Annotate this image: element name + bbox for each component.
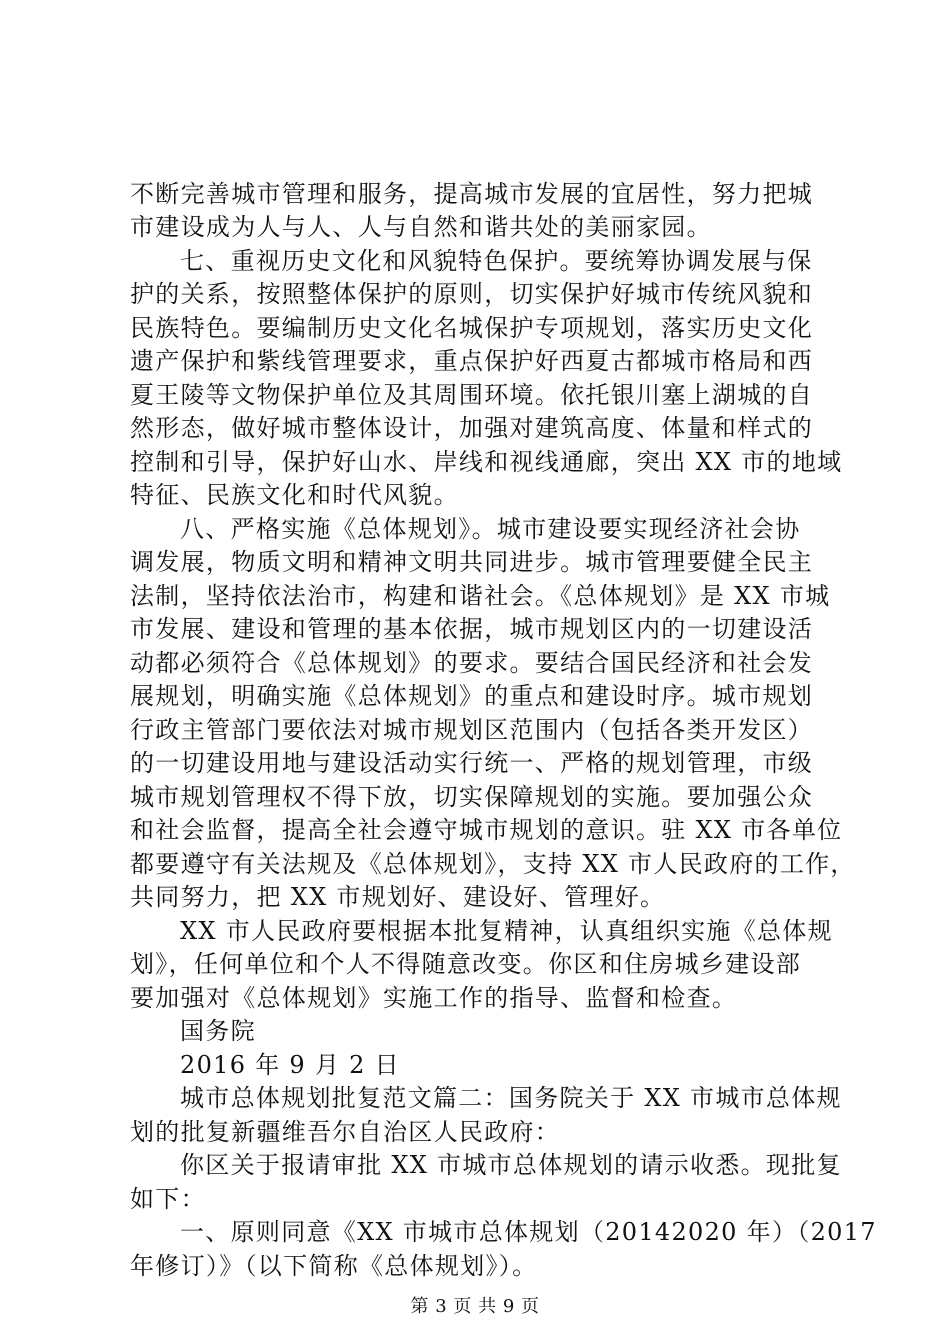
- text-line: 不断完善城市管理和服务，提高城市发展的宜居性，努力把城: [130, 180, 814, 208]
- text-line: 要加强对《总体规划》实施工作的指导、监督和检查。: [130, 984, 738, 1012]
- text-line: 的一切建设用地与建设活动实行统一、严格的规划管理，市级: [130, 749, 814, 777]
- text-line: 市建设成为人与人、人与自然和谐共处的美丽家园。: [130, 213, 712, 241]
- text-line: 夏王陵等文物保护单位及其周围环境。依托银川塞上湖城的自: [130, 381, 814, 409]
- text-line: 都要遵守有关法规及《总体规划》，支持 XX 市人民政府的工作，: [130, 850, 856, 878]
- text-line: 划》，任何单位和个人不得随意改变。你区和住房城乡建设部: [130, 950, 802, 978]
- text-line: 共同努力，把 XX 市规划好、建设好、管理好。: [130, 883, 666, 911]
- text-line: 护的关系，按照整体保护的原则，切实保护好城市传统风貌和: [130, 280, 814, 308]
- text-line: 城市规划管理权不得下放，切实保障规划的实施。要加强公众: [130, 783, 814, 811]
- signature-date: 2016 年 9 月 2 日: [180, 1051, 400, 1079]
- paragraph-start: 七、重视历史文化和风貌特色保护。要统筹协调发展与保: [180, 247, 813, 275]
- text-line: 民族特色。要编制历史文化名城保护专项规划，落实历史文化: [130, 314, 814, 342]
- paragraph-start: 城市总体规划批复范文篇二：国务院关于 XX 市城市总体规: [180, 1084, 842, 1112]
- text-line: 如下：: [130, 1185, 206, 1213]
- text-line: 划的批复新疆维吾尔自治区人民政府：: [130, 1118, 561, 1146]
- paragraph-start: 你区关于报请审批 XX 市城市总体规划的请示收悉。现批复: [180, 1151, 842, 1179]
- text-line: 法制，坚持依法治市，构建和谐社会。《总体规划》是 XX 市城: [130, 582, 831, 610]
- paragraph-start: 一、原则同意《XX 市城市总体规划（20142020 年）（2017: [180, 1218, 877, 1246]
- paragraph-start: XX 市人民政府要根据本批复精神，认真组织实施《总体规: [180, 917, 833, 945]
- text-line: 展规划，明确实施《总体规划》的重点和建设时序。城市规划: [130, 682, 814, 710]
- text-line: 控制和引导，保护好山水、岸线和视线通廊，突出 XX 市的地域: [130, 448, 843, 476]
- paragraph-start: 八、严格实施《总体规划》。城市建设要实现经济社会协: [180, 515, 801, 543]
- signature-issuer: 国务院: [180, 1017, 256, 1045]
- text-line: 动都必须符合《总体规划》的要求。要结合国民经济和社会发: [130, 649, 814, 677]
- text-line: 遗产保护和紫线管理要求，重点保护好西夏古都城市格局和西: [130, 347, 814, 375]
- text-line: 然形态，做好城市整体设计，加强对建筑高度、体量和样式的: [130, 414, 814, 442]
- text-line: 特征、民族文化和时代风貌。: [130, 481, 459, 509]
- text-line: 行政主管部门要依法对城市规划区范围内（包括各类开发区）: [130, 716, 814, 744]
- text-line: 和社会监督，提高全社会遵守城市规划的意识。驻 XX 市各单位: [130, 816, 843, 844]
- text-line: 年修订）》（以下简称《总体规划》）。: [130, 1252, 538, 1280]
- text-line: 调发展，物质文明和精神文明共同进步。城市管理要健全民主: [130, 548, 814, 576]
- page-footer: 第 3 页 共 9 页: [410, 1296, 540, 1317]
- text-line: 市发展、建设和管理的基本依据，城市规划区内的一切建设活: [130, 615, 814, 643]
